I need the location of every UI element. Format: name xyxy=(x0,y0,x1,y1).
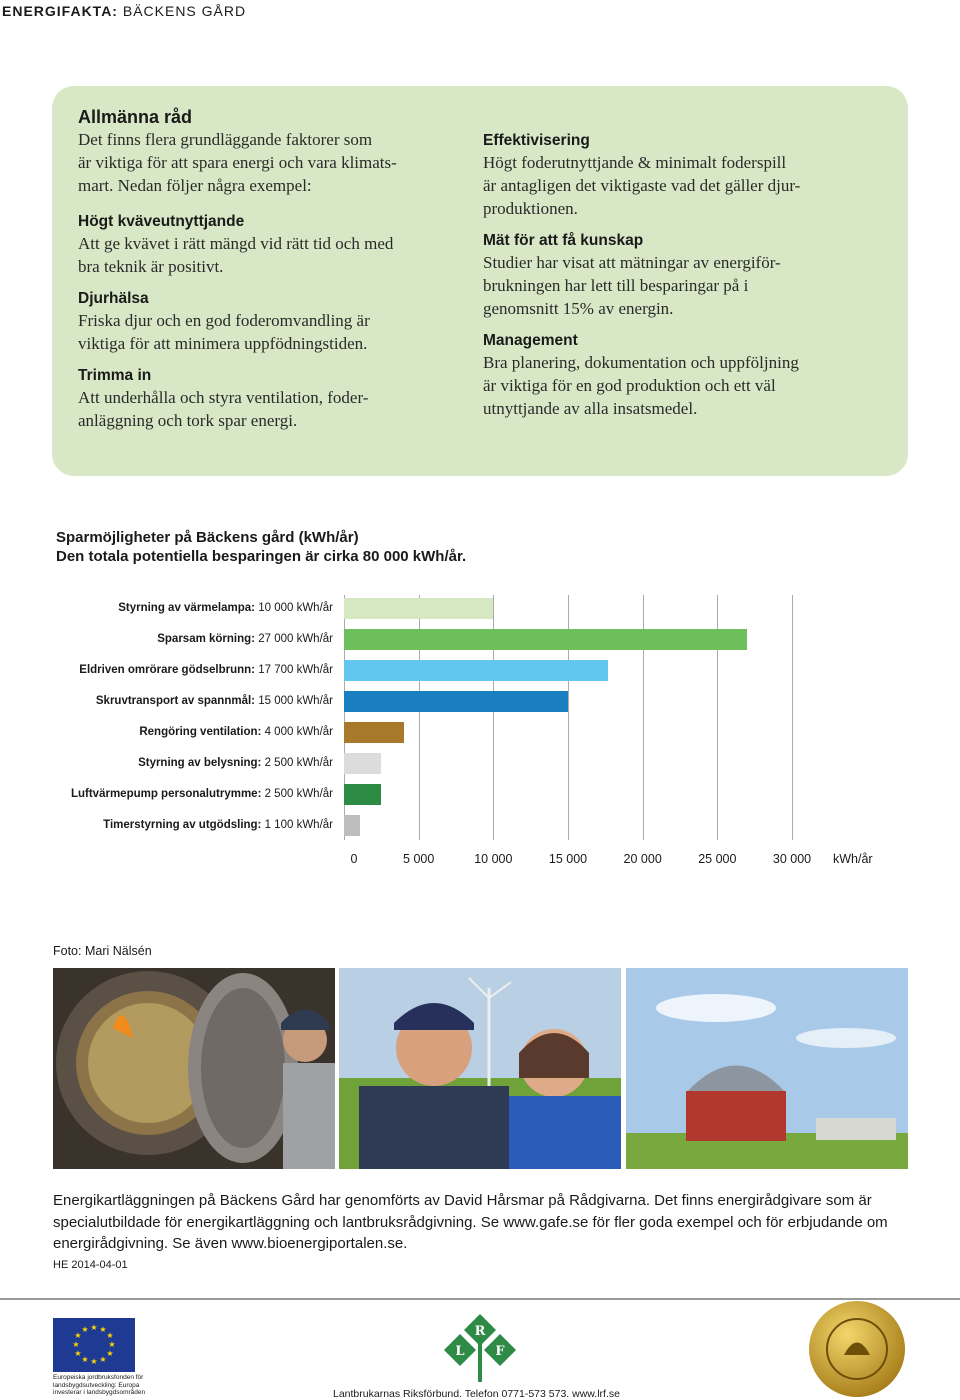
section-text xyxy=(78,309,448,355)
svg-text:★: ★ xyxy=(81,1325,89,1334)
section-line: produktionen. xyxy=(483,199,578,218)
svg-text:★: ★ xyxy=(106,1331,114,1340)
svg-text:★: ★ xyxy=(72,1340,80,1349)
eu-flag-icon xyxy=(53,1318,135,1372)
category-name: Skruvtransport av spannmål: xyxy=(95,695,259,707)
category-value: 10 000 kWh/år xyxy=(258,602,333,614)
chart-tick-label: 5 000 xyxy=(403,852,435,866)
lrf-letter-l: L xyxy=(455,1344,465,1359)
intro-line: mart. Nedan följer några exempel: xyxy=(78,176,312,195)
chart-bar xyxy=(344,629,747,650)
category-name: Timerstyrning av utgödsling: xyxy=(103,819,265,831)
eu-caption: Europeiska jordbruksfonden för landsbygdsutveckling: Europa investerar i landsbygdsområden xyxy=(53,1374,146,1396)
section-line: Friska djur och en god foderomvandling är xyxy=(78,311,370,330)
svg-text:★: ★ xyxy=(106,1349,114,1358)
lrf-letter-r: R xyxy=(474,1324,486,1339)
section-heading: Mät för att få kunskap xyxy=(483,232,644,249)
section-text xyxy=(483,251,883,320)
section-line: genomsnitt 15% av energin. xyxy=(483,299,674,318)
section-heading: Effektivisering xyxy=(483,132,590,149)
photo-credit: Foto: Mari Nälsén xyxy=(53,944,152,958)
section-line: är viktiga för en god produktion och ett väl xyxy=(483,376,776,395)
category-name: Styrning av värmelampa: xyxy=(118,602,259,614)
section-line: Att ge kvävet i rätt mängd vid rätt tid och med xyxy=(78,234,394,253)
section-line: bra teknik är positivt. xyxy=(78,257,224,276)
section-line: är antagligen det viktigaste vad det gäller djur- xyxy=(483,176,801,195)
category-name: Rengöring ventilation: xyxy=(139,726,265,738)
advice-left-column xyxy=(78,106,448,432)
chart-unit-label: kWh/år xyxy=(833,852,873,866)
chart-category-label xyxy=(71,784,333,804)
category-value: 1 100 kWh/år xyxy=(264,819,333,831)
chart-bar xyxy=(344,722,404,743)
farmers-photo xyxy=(339,968,621,1169)
chart-bar xyxy=(344,784,381,805)
lrf-logo xyxy=(440,1312,520,1384)
section-line: brukningen har lett till besparingar på i xyxy=(483,276,749,295)
svg-text:★: ★ xyxy=(108,1340,116,1349)
chart-tick-label: 0 xyxy=(350,852,358,866)
category-value: 2 500 kWh/år xyxy=(264,757,333,769)
chart-category-label xyxy=(96,691,333,711)
advice-box xyxy=(52,86,908,476)
chart-tick-label: 20 000 xyxy=(623,852,662,866)
chart-tick-label: 10 000 xyxy=(474,852,513,866)
category-name: Styrning av belysning: xyxy=(138,757,265,769)
svg-text:★: ★ xyxy=(74,1331,82,1340)
chart-bar xyxy=(344,691,568,712)
header-bold: ENERGIFAKTA: xyxy=(2,3,118,19)
footer-text: Energikartläggningen på Bäckens Gård har genomförts av David Hårsmar på Rådgivarna. Det finns energirådgivare som är specialutbildade för energikartläggning och lantbruksrådgivning. Se www.gafe.se för fler goda exempel och för erbjudande om energirådgivning. Se även www.bioenergiportalen.se. xyxy=(53,1192,888,1252)
section-heading: Djurhälsa xyxy=(78,290,149,307)
category-value: 15 000 kWh/år xyxy=(258,695,333,707)
category-name: Sparsam körning: xyxy=(157,633,259,645)
intro-line: Det finns flera grundläggande faktorer som xyxy=(78,130,373,149)
goda-affarer-seal-icon xyxy=(808,1300,906,1398)
svg-text:★: ★ xyxy=(90,1357,98,1366)
chart-bar xyxy=(344,598,493,619)
chart-tick-label: 15 000 xyxy=(548,852,588,866)
chart-category-label xyxy=(118,598,333,618)
chart-tick-label: 25 000 xyxy=(698,852,737,866)
section-line: anläggning och tork spar energi. xyxy=(78,411,298,430)
page-header xyxy=(2,3,246,19)
advice-intro xyxy=(78,128,448,197)
chart-tick-label: 30 000 xyxy=(772,852,812,866)
category-name: Eldriven omrörare gödselbrunn: xyxy=(79,664,259,676)
intro-line: är viktiga för att spara energi och vara klimats- xyxy=(78,153,397,172)
savings-bar-chart xyxy=(0,590,960,880)
section-text xyxy=(78,386,448,432)
category-value: 2 500 kWh/år xyxy=(264,788,333,800)
advice-right-column xyxy=(483,130,883,420)
chart-category-label xyxy=(138,753,333,773)
section-line: Högt foderutnyttjande & minimalt foderspill xyxy=(483,153,787,172)
chart-bar xyxy=(344,753,381,774)
header-rest: BÄCKENS GÅRD xyxy=(122,3,247,19)
chart-category-label xyxy=(157,629,333,649)
chart-gridline xyxy=(792,595,793,840)
chart-category-label xyxy=(79,660,333,680)
chart-category-label xyxy=(139,722,333,742)
category-name: Luftvärmepump personalutrymme: xyxy=(70,788,265,800)
chart-bar xyxy=(344,660,608,681)
lrf-letter-f: F xyxy=(495,1344,505,1359)
svg-text:★: ★ xyxy=(99,1325,107,1334)
section-heading: Trimma in xyxy=(78,367,152,384)
biogas-plant-photo xyxy=(626,968,908,1169)
section-heading: Högt kväveutnyttjande xyxy=(78,213,245,230)
category-value: 4 000 kWh/år xyxy=(264,726,333,738)
chart-heading-line1: Sparmöjligheter på Bäckens gård (kWh/år) xyxy=(56,529,359,546)
category-value: 17 700 kWh/år xyxy=(258,664,333,676)
svg-text:★: ★ xyxy=(74,1349,82,1358)
section-line: Att underhålla och styra ventilation, foder- xyxy=(78,388,369,407)
document-date: HE 2014-04-01 xyxy=(53,1259,128,1271)
svg-text:★: ★ xyxy=(99,1355,107,1364)
category-value: 27 000 kWh/år xyxy=(258,633,333,645)
section-line: viktiga för att minimera uppfödningstiden. xyxy=(78,334,368,353)
section-line: Studier har visat att mätningar av energiför- xyxy=(483,253,781,272)
chart-heading-line2: Den totala potentiella besparingen är cirka 80 000 kWh/år. xyxy=(56,548,467,565)
section-line: Bra planering, dokumentation och uppföljning xyxy=(483,353,799,372)
svg-text:★: ★ xyxy=(90,1323,98,1332)
boiler-photo xyxy=(53,968,335,1169)
svg-text:★: ★ xyxy=(81,1355,89,1364)
chart-category-label xyxy=(103,815,333,835)
chart-bar xyxy=(344,815,360,836)
section-heading: Management xyxy=(483,332,578,349)
section-text xyxy=(78,232,448,278)
section-text xyxy=(483,151,883,220)
section-line: utnyttjande av alla insatsmedel. xyxy=(483,399,698,418)
section-text xyxy=(483,351,883,420)
advice-title: Allmänna råd xyxy=(78,107,193,127)
chart-heading xyxy=(56,528,466,566)
lrf-address: Lantbrukarnas Riksförbund. Telefon 0771-573 573. www.lrf.se xyxy=(333,1388,620,1400)
